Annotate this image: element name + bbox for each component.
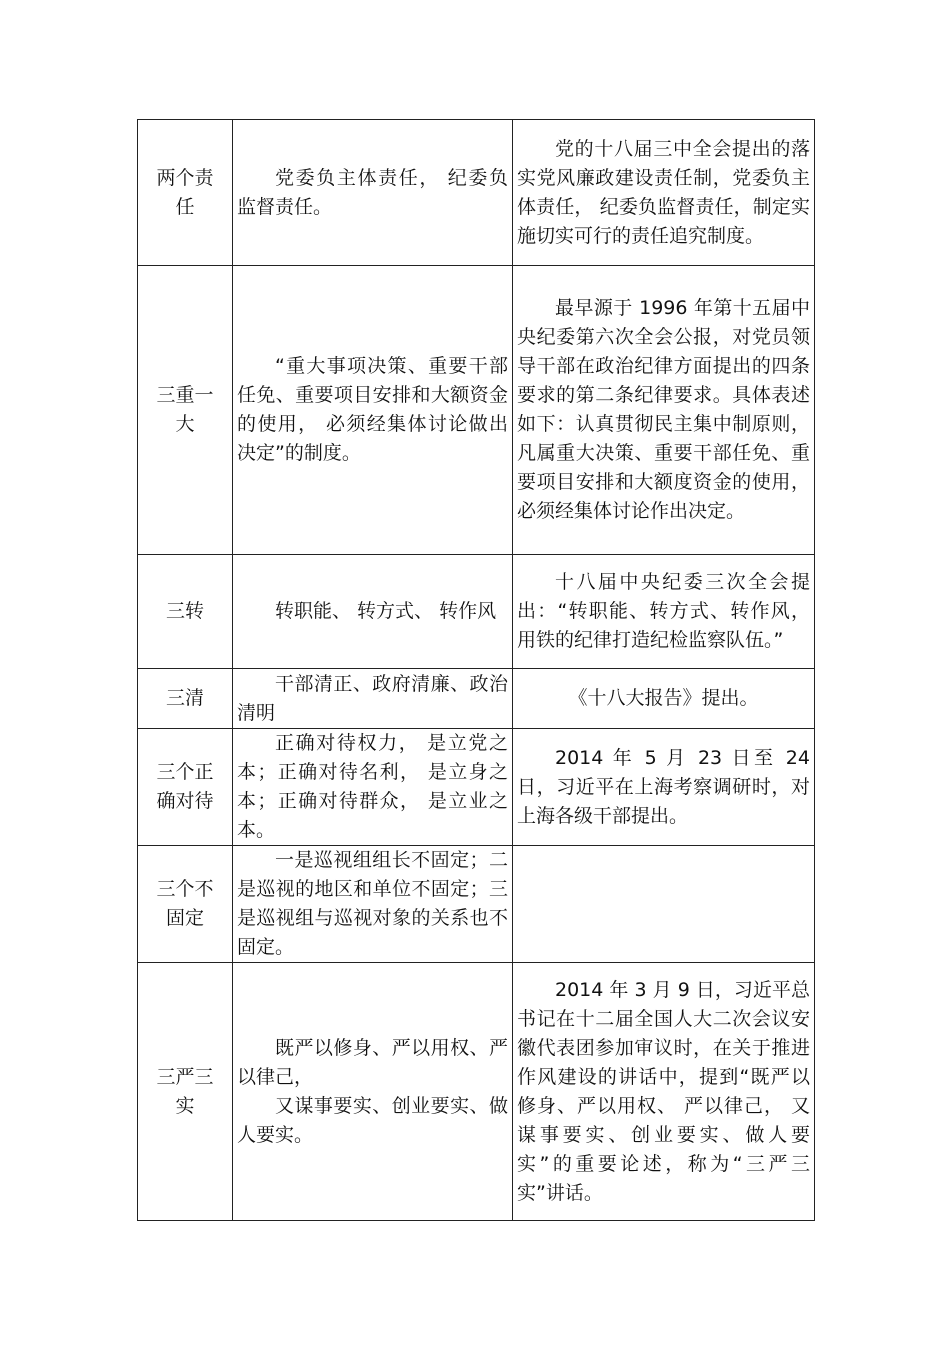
meaning-cell (233, 669, 513, 729)
source-text: 2014 年 3 月 9 日，习近平总书记在十二届全国人大二次会议安徽代表团参加审议时，在关于推进作风建设的讲话中，提到“既严以修身、严以用权、 严以律己， 又谋事要实、创业要实、做人要实”的重要论述，称为“三严三实”讲话。 (517, 978, 810, 1204)
meaning-text: 既严以修身、严以用权、严以律己， (237, 1036, 508, 1088)
term-cell: 两个责任 (138, 120, 233, 266)
source-cell (513, 846, 815, 963)
meaning-cell (233, 846, 513, 963)
source-cell (513, 729, 815, 846)
meaning-text: 转职能、 转方式、 转作风 (275, 600, 497, 622)
table-row (138, 963, 815, 1221)
source-text: 党的十八届三中全会提出的落实党风廉政建设责任制，党委负主体责任， 纪委负监督责任，制定实施切实可行的责任追究制度。 (517, 137, 810, 247)
source-text: 《十八大报告》提出。 (568, 687, 759, 709)
meaning-text: 又谋事要实、创业要实、做人要实。 (237, 1094, 508, 1146)
table-row (138, 729, 815, 846)
meaning-cell (233, 266, 513, 555)
table-row (138, 846, 815, 963)
term-cell: 三个正确对待 (138, 729, 233, 846)
source-cell (513, 120, 815, 266)
meaning-cell (233, 555, 513, 669)
source-cell (513, 669, 815, 729)
source-cell (513, 555, 815, 669)
source-text: 最早源于 1996 年第十五届中央纪委第六次全会公报，对党员领导干部在政治纪律方面提出的四条要求的第二条纪律要求。具体表述如下：认真贯彻民主集中制原则， 凡属重大决策、重要干部任免、重要项目安排和大额度资金的使用，必须经集体讨论作出决定。 (517, 297, 810, 522)
term-cell: 三清 (138, 669, 233, 729)
table-row (138, 120, 815, 266)
meaning-cell (233, 963, 513, 1221)
source-text: 十八届中央纪委三次全会提出：“转职能、转方式、转作风，用铁的纪律打造纪检监察队伍。” (517, 571, 810, 651)
meaning-cell (233, 120, 513, 266)
meaning-text: 干部清正、政府清廉、政治清明 (237, 672, 508, 724)
source-text: 2014 年 5 月 23 日至 24 日，习近平在上海考察调研时，对上海各级干部提出。 (517, 746, 810, 827)
term-cell: 三个不固定 (138, 846, 233, 963)
table-row (138, 555, 815, 669)
source-cell (513, 266, 815, 555)
meaning-text: 党委负主体责任， 纪委负监督责任。 (237, 166, 508, 218)
meaning-text: “重大事项决策、重要干部任免、重要项目安排和大额资金的使用， 必须经集体讨论做出决定”的制度。 (237, 355, 508, 464)
meaning-text: 一是巡视组组长不固定；二是巡视的地区和单位不固定；三是巡视组与巡视对象的关系也不固定。 (237, 849, 508, 958)
term-cell: 三转 (138, 555, 233, 669)
term-cell: 三严三实 (138, 963, 233, 1221)
table-row (138, 266, 815, 555)
term-cell: 三重一大 (138, 266, 233, 555)
table-row (138, 669, 815, 729)
terms-table (137, 119, 815, 1221)
meaning-cell (233, 729, 513, 846)
source-cell (513, 963, 815, 1221)
meaning-text: 正确对待权力， 是立党之本；正确对待名利， 是立身之本；正确对待群众， 是立业之本。 (237, 732, 508, 841)
